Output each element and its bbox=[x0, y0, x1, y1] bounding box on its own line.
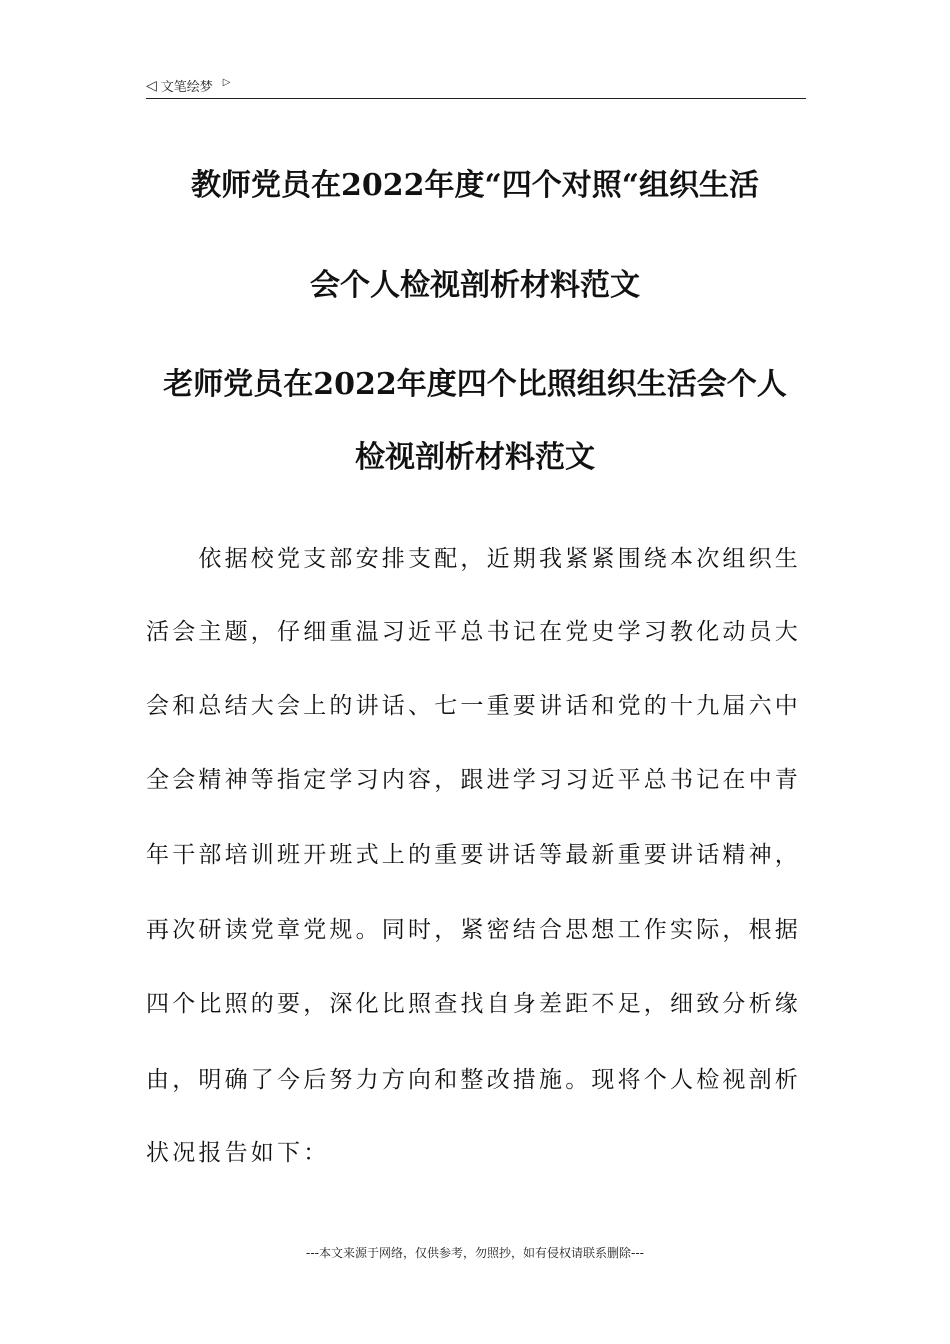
brand-text: 文笔绘梦 bbox=[160, 80, 213, 95]
body-line-4: 全会精神等指定学习内容，跟进学习习近平总书记在中青 bbox=[146, 767, 801, 793]
document-title-line-1: 教师党员在2022年度“四个对照“组织生活 bbox=[190, 168, 759, 203]
body-line-5: 年干部培训班开班式上的重要讲话等最新重要讲话精神， bbox=[146, 842, 801, 868]
body-line-1: 依据校党支部安排支配，近期我紧紧围绕本次组织生 bbox=[146, 546, 801, 572]
body-line-2: 活会主题，仔细重温习近平总书记在党史学习教化动员大 bbox=[146, 619, 801, 645]
document-subtitle-line-2: 检视剖析材料范文 bbox=[355, 440, 595, 475]
triangle-left-icon: ◁ bbox=[146, 77, 157, 94]
body-line-7: 四个比照的要，深化比照查找自身差距不足，细致分析缘 bbox=[146, 991, 801, 1017]
document-subtitle-line-1: 老师党员在2022年度四个比照组织生活会个人 bbox=[163, 367, 787, 402]
triangle-right-icon: ▷ bbox=[222, 76, 231, 88]
body-line-9: 状况报告如下： bbox=[146, 1140, 330, 1166]
document-title-line-2: 会个人检视剖析材料范文 bbox=[310, 268, 640, 303]
header-brand bbox=[146, 76, 231, 95]
page-header bbox=[146, 72, 806, 99]
body-line-6: 再次研读党章党规。同时，紧密结合思想工作实际，根据 bbox=[146, 917, 801, 943]
body-line-3: 会和总结大会上的讲话、七一重要讲话和党的十九届六中 bbox=[146, 693, 801, 719]
body-line-8: 由，明确了今后努力方向和整改措施。现将个人检视剖析 bbox=[146, 1067, 801, 1093]
page-footer: ---本文来源于网络，仅供参考，勿照抄，如有侵权请联系删除--- bbox=[306, 1246, 644, 1260]
